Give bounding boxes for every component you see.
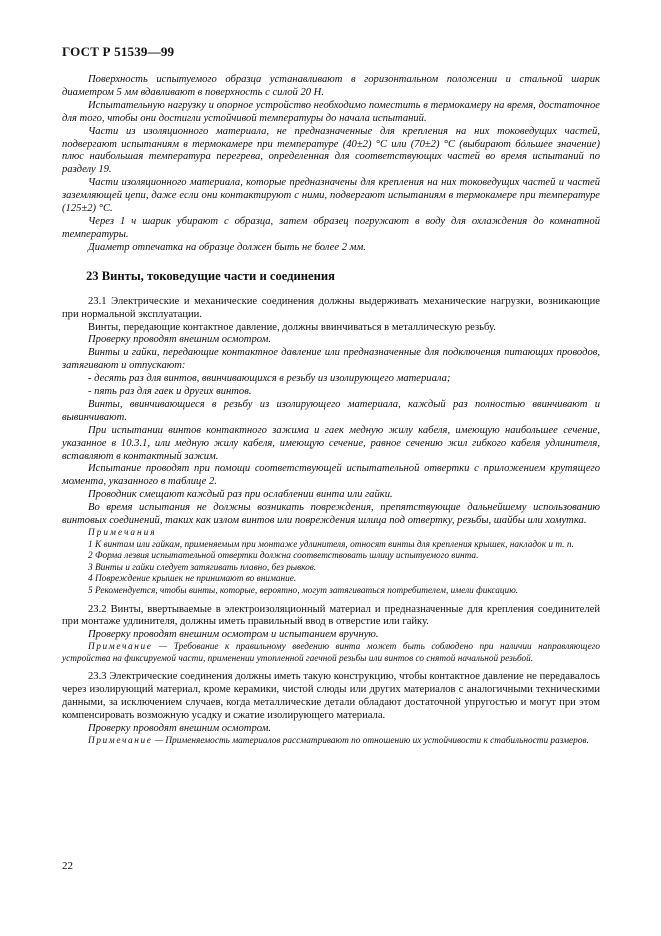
clause-paragraph: Винты и гайки, передающие контактное давление или предназначенные для подключения питающих проводов, затягивают и отпускают: <box>62 347 600 372</box>
intro-paragraph: Части из изоляционного материала, не предназначенные для крепления на них токоведущих частей, подвергают испытаниям в термокамере при температуре (40±2) °С или (70±2) °С (выбирают бóльшее значение) плюс наибольшая температура перегрева, определенная для соответствующих частей во время испытаний по разделу 19. <box>62 125 600 176</box>
note-label: Примечание <box>88 642 153 653</box>
intro-paragraph: Поверхность испытуемого образца устанавливают в горизонтальном положении и стальной шарик диаметром 5 мм вдавливают в поверхность с силой 20 Н. <box>62 74 600 98</box>
list-item: - десять раз для винтов, ввинчивающихся в резьбу из изолирующего материала; <box>88 373 451 385</box>
note-paragraph <box>62 736 600 748</box>
intro-paragraph: Диаметр отпечатка на образце должен быть не более 2 мм. <box>88 241 366 253</box>
note-item: 1 К винтам или гайкам, применяемым при монтаже удлинителя, относят винты для крепления крышек, накладок и т. п. <box>88 539 574 550</box>
clause-paragraph: Во время испытания не должны возникать повреждения, препятствующие дальнейшему использованию винтовых соединений, таких как излом винтов или повреждения шлица под отвертку, резьбы, шайбы или хомутка. <box>62 502 600 527</box>
standard-code-header: ГОСТ Р 51539—99 <box>62 44 175 59</box>
clause-paragraph: Винты, ввинчивающиеся в резьбу из изолирующего материала, каждый раз полностью ввинчивают и вывинчивают. <box>62 398 600 423</box>
intro-paragraph: Части изоляционного материала, которые предназначены для крепления на них токоведущих частей и частей заземляющей цепи, даже если они контактируют с ними, подвергают испытаниям в термокамере при температуре (125±2) °С. <box>62 177 600 215</box>
notes-title: Примечания <box>88 528 157 538</box>
clause-23-3: 23.3 Электрические соединения должны иметь такую конструкцию, чтобы контактное давление не передавалось через изолирующий материал, кроме керамики, чистой слюды или других материалов с аналогичными техническими данными, за исключением случаев, когда металлические детали обладают достаточной упругостью и могут при этом компенсировать возможную усадку и сжатие изолирующего материала. <box>62 671 600 722</box>
check-statement: Проверку проводят внешним осмотром. <box>88 723 272 735</box>
clause-23-1: 23.1 Электрические и механические соединения должны выдерживать механические нагрузки, возникающие при нормальной эксплуатации. <box>62 295 600 320</box>
clause-paragraph: Винты, передающие контактное давление, должны ввинчиваться в металлическую резьбу. <box>88 321 496 333</box>
note-label: Примечание <box>88 736 153 746</box>
intro-paragraph: Через 1 ч шарик убирают с образца, затем образец погружают в воду для охлаждения до комнатной температуры. <box>62 215 600 240</box>
clause-paragraph: Проводник смещают каждый раз при ослаблении винта или гайки. <box>88 489 393 501</box>
note-text: — Применяемость материалов рассматривают по отношению их устойчивости к стабильности размеров. <box>152 736 589 746</box>
note-item: 3 Винты и гайки следует затягивать плавно, без рывков. <box>88 562 317 573</box>
page-content <box>62 74 600 748</box>
note-paragraph <box>62 642 600 665</box>
intro-paragraph: Испытательную нагрузку и опорное устройство необходимо поместить в термокамеру на время, достаточное для того, чтобы они достигли устойчивой температуры до начала испытаний. <box>62 99 600 124</box>
check-statement: Проверку проводят внешним осмотром и испытанием вручную. <box>88 629 379 641</box>
page-number: 22 <box>62 860 73 872</box>
section-title: 23 Винты, токоведущие части и соединения <box>86 268 335 283</box>
note-text: — Требование к правильному введению винта может быть соблюдено при наличии направляющего устройства на фиксируемой части, применении утопленной гаечной резьбы или винтов со снятой начальной резьбой. <box>62 642 600 664</box>
check-statement: Проверку проводят внешним осмотром. <box>88 334 272 346</box>
clause-paragraph: При испытании винтов контактного зажима и гаек медную жилу кабеля, имеющую наибольшее сечение, указанное в 10.3.1, или медную жилу кабеля, имеющую сечение, равное сечению жил гибкого кабеля удлинителя, вставляют в контактный зажим. <box>62 424 600 462</box>
note-item: 5 Рекомендуется, чтобы винты, которые, вероятно, могут затягиваться потребителем, имели фиксацию. <box>88 585 519 596</box>
note-item: 4 Повреждение крышек не принимают во внимание. <box>88 574 297 585</box>
list-item: - пять раз для гаек и других винтов. <box>88 386 252 398</box>
clause-23-2: 23.2 Винты, ввертываемые в электроизоляционный материал и предназначенные для крепления соединителей при монтаже удлинителя, должны иметь правильный ввод в отверстие или гайку. <box>62 603 600 628</box>
note-item: 2 Форма лезвия испытательной отвертки должна соответствовать шлицу испытуемого винта. <box>88 551 479 562</box>
clause-paragraph: Испытание проводят при помощи соответствующей испытательной отвертки с приложением крутящего момента, указанного в таблице 2. <box>62 463 600 488</box>
